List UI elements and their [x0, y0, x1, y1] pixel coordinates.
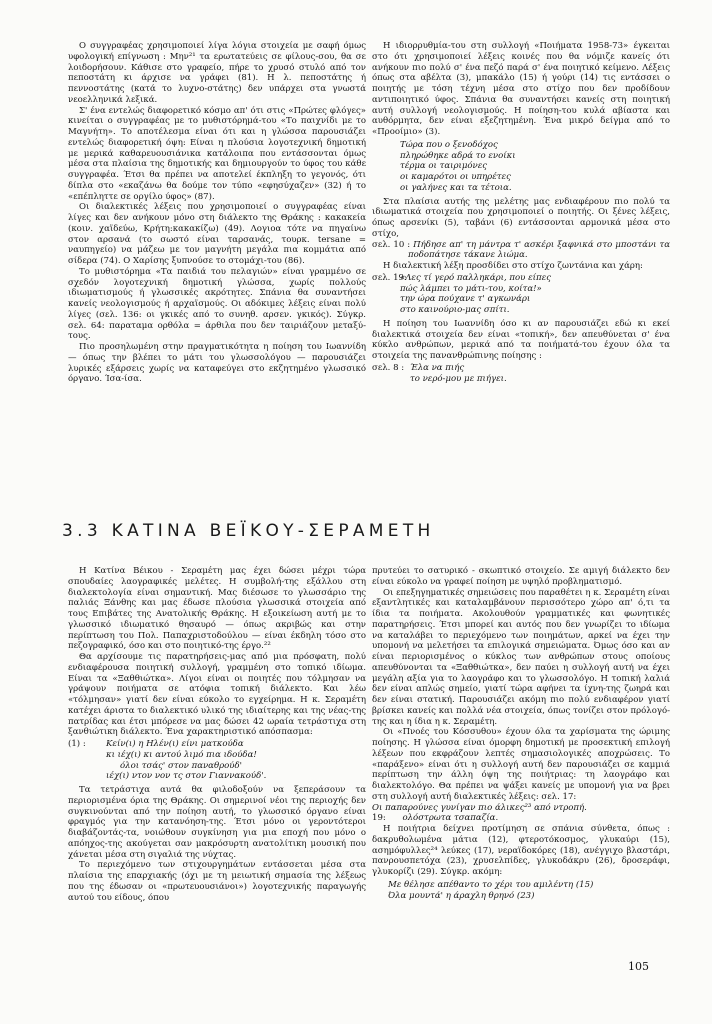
verse-line: Όλα μουντά' η άραχλη θρηνό (23) — [388, 890, 535, 901]
verse-excerpt — [68, 739, 366, 782]
paragraph: Οι «Πνοές του Κόσσυθου» έχουν όλα τα χαρίσματα της ώριμης ποίησης. Η γλώσσα είναι όμορφη δημοτική με προσεκτική επιλογή λέξεων που εκφράζουν λεπτές σημασιολογικές αποχρώσεις. Το «παράξενο» είναι ότι η συλλογή αυτή δεν παρουσιάζει σε καμμιά περίπτωση την άλλη όψη της ποιήτριας: τη λαογράφο και διαλεκτολόγο. Θα πρέπει να ψάξει κανείς με υπομονή για να βρει στη συλλογή αυτή διαλεκτικές λέξεις: σελ. 17: — [372, 727, 670, 802]
paragraph: Η ποιήτρια δείχνει προτίμηση σε σπάνια σύνθετα, όπως : δακρυθολωμένα μάτια (12), φτεροτόκοσμος, γλυκαύρι (15), ασημόφυλλες²⁴ λεύκες (17), νεραϊδοκόρες (18), ανέγγιχο βλαστάρι, πανρουσπετόχα (23), χρυσελπίδες, γλυκοδάκρυ (26), δροσεράφι, γλυκορίζι (29). Σύγκρ. ακόμη: — [372, 824, 670, 877]
column-top-right — [372, 41, 670, 387]
section-number: 3.3 — [62, 521, 102, 541]
page-reference — [372, 363, 670, 385]
reference-label: σελ. 8 : — [372, 362, 405, 373]
verse-line: το νερό-μου με πιήγει. — [410, 373, 507, 384]
reference-label: 19: — [372, 813, 386, 824]
verse-line: ιέχ(ι) ντον νον τς στον Γιαννακούδ'. — [106, 771, 267, 782]
verse-line: οι γαλήνες και τα τέτοια. — [400, 182, 512, 193]
paragraph: Οι επεξηγηματικές σημειώσεις που παραθέτει η κ. Σεραμέτη είναι εξαντλητικές και καταλαμβάνουν περισσότερο χώρο απ' ό,τι τα ίδια τα ποιήματα. Ακολουθούν γραμματικές και φωνητικές παρατηρήσεις. Έτσι μπορεί και αυτός που δεν γνωρίζει το ιδίωμα να καταλάβει το περιεχόμενο των ποιημάτων, αρκεί να έχει την υπομονή να μελετήσει τα επιλογικά σημειώματα. Όμως όσο και αν είναι περιορισμένος ο κύκλος των ανθρώπων στους οποίους απευθύνονται τα «Ξαθθιώτκα», δεν παύει η συλλογή αυτή να έχει μεγάλη αξία για το λαογράφο και το γλωσσολόγο. Η τοπική λαλιά δεν είναι απλώς σημείο, γιατί τώρα αφήνει τα ίχνη-της ζωηρά και δεν είναι στατική. Παρουσιάζει ακόμη πιο πολύ ενδιαφέρον γιατί βρίσκει κανείς και πολλά νέα στοιχεία, όπως τονίζει στον πρόλογό-της και η ίδια η κ. Σεραμέτη. — [372, 587, 670, 727]
paragraph: Το περιεχόμενο των στιχουργημάτων εντάσσεται μέσα στα πλαίσια της επαρχιακής (όχι με τη μειωτική σημασία της λέξεως που της έδωσαν οι «πρωτευουσιάνοι») λογοτεχνικής παραγωγής αυτού του είδους, όπου — [68, 860, 366, 903]
verse-line: πώς λάμπει το μάτι-του, κοίτα!» — [400, 283, 542, 294]
section-heading — [62, 521, 435, 541]
verse-line: πληρώθηκε αδρά το ενοίκι — [400, 150, 516, 161]
paragraph: Οι διαλεκτικές λέξεις που χρησιμοποιεί ο συγγραφέας είναι λίγες και δεν ανήκουν μόνο στη διάλεκτο της Θράκης : κακακεία (κοιν. χαϊδεύω, Κρήτη:κακακίζω) (49). Λογιοα τότε να πηγαίνω στον αρσανά (το σωστό είναι ταρσανάς, τουρκ. tersane = ναυπηγείο) να μάζεω με τον μαγνήτη μεγάλα πια κομμάτια από σίδερα (74). Ο Χαρίσης ξυπνούσε το στομάχι-του (86). — [68, 202, 366, 266]
poem-excerpt — [410, 363, 670, 385]
poem-excerpt — [106, 739, 366, 782]
column-bottom-right — [372, 566, 670, 904]
verse-line: τέρμα οι ταιριμόνες — [400, 161, 488, 172]
verse-line: Κείν(ι) η Ηλέν(ι) είνι ματκούδα — [106, 739, 244, 749]
reference-text: ολόστρωτα τσαπαζία. — [402, 813, 499, 824]
paragraph: Η διαλεκτική λέξη προσδίδει στο στίχο ζωντάνια και χάρη: — [383, 261, 643, 271]
paragraph: Ο συγγραφέας χρησιμοποιεί λίγα λόγια στοιχεία με σαφή όμως υφολογική επίγνωση : Μην²¹ τα ερωτατεύεις σε φίλους-σου, θα σε λοιδορήσουν. Κάθισε στο γραφείο, πήρε το χρυσό στυλό από τον πεποστάτη κι άρχισε να γράφει (81). Η λ. πεποστάτης ή πεννοστάτης (κατά το λυχνο-στάτης) δεν υπάρχει στα γνωστά νεοελληνικά λεξικά. — [68, 41, 366, 105]
poem-excerpt — [388, 880, 670, 902]
verse-line: «Λες τί γερό παλληκάρι, που είπες — [400, 272, 552, 283]
paragraph: Τα τετράστιχα αυτά θα φιλοδοξούν να ξεπεράσουν τα περιορισμένα όρια της Θράκης. Οι σημερινοί νέοι της περιοχής δεν συγκινούνται από την ποίηση αυτή, το γλωσσικό όργανο είναι φραγμός για την κατανόηση-της. Έτσι μόνο οι γεροντότεροι διαβάζοντάς-τα, νοιώθουν συγκίνηση για μια εποχή που μόνο ο απόηχος-της ακούγεται σαν μακρόσυρτη ανατολίτικη μουσική που χάνεται μέσα στη σιγαλιά της νύχτας. — [68, 785, 366, 860]
paragraph: Η Κατίνα Βέικου - Σεραμέτη μας έχει δώσει μέχρι τώρα σπουδαίες λαογραφικές μελέτες. Η συμβολή-της εξάλλου στη διαλεκτολογία είναι σημαντική. Μας διέσωσε το γλωσσάριο της παλιάς Ξάνθης και μας έδωσε πλούσια γλωσσικά στοιχεία από τους Επιβάτες της Ανατολικής Θράκης. Η εξοικείωση αυτή με το γλωσσικό ιδιωματικό θησαυρό — όπως ακριβώς και στην περίπτωση του Πολ. Παπαχριστοδούλου — είναι έκδηλη τόσο στο πεζογραφικό, όσο και στο ποιητικό-της έργο.²² — [68, 566, 366, 652]
page-number: 105 — [628, 960, 649, 973]
verse-line: όλοι τσάς' στον παναθρούδ' — [120, 760, 242, 771]
verse-line: κι ιέχ(ι) κι αντού λιμό πια ιδούδα! — [106, 749, 257, 760]
column-top-left — [68, 41, 366, 385]
poem-excerpt — [400, 140, 670, 194]
paragraph: πρυτεύει το σατυρικό - σκωπτικό στοιχείο. Σε αμιγή διάλεκτο δεν είναι εύκολο να γραφεί ποίηση με υψηλό προβληματισμό. — [372, 566, 670, 587]
paragraph: Θα αρχίσουμε τις παρατηρήσεις-μας από μια πρόσφατη, πολύ ενδιαφέρουσα ποιητική συλλογή, γραμμένη στο τοπικό ιδίωμα. Είναι τα «Ξαθθιώτκα». Λίγοι είναι οι ποιητές που τόλμησαν να γράψουν ποιήματα σε ατόφια τοπική διάλεκτο. Και λέω «τόλμησαν» γιατί δεν είναι εύκολο το εγχείρημα. Η κ. Σεραμέτη κατέχει άριστα το διαλεκτικό υλικό της ιδιαίτερης και της νέας-της πατρίδας και έτσι μπόρεσε να μας δώσει 42 ωραία τετράστιχα στη ξανθιώτικη διάλεκτο. Ένα χαρακτηριστικό απόσπασμα: — [68, 652, 366, 738]
poem-excerpt — [400, 273, 670, 316]
verse-line: την ώρα πούχανε τ' αγκωνάρι — [400, 294, 531, 305]
paragraph: Σ' ένα εντελώς διαφορετικό κόσμο απ' ότι στις «Πρώτες φλόγες» κινείται ο συγγραφέας με το μυθιστόρημά-του «Το παιχνίδι με το Μαγνήτη». Το αποτέλεσμα είναι ότι και η γλώσσα παρουσιάζει εντελώς διαφορετική όψη: Είναι η πλούσια λογοτεχνική δημοτική με μερικά καθαρευουσιάνικα κατάλοιπα που εντάσσονται όμως μέσα στα πλαίσια της δημοτικής και δημιουργούν το ύφος του κάθε συγγραφέα. Έτσι θα πρέπει να αποτελεί έκπληξη το γεγονός, ότι δίπλα στο «εκαζάνω θα δούμε τον τύπο «εφησύχαζεν» (32) ή το «επέπληττε σε οργίλο ύφος» (87). — [68, 105, 366, 202]
paragraph: Στα πλαίσια αυτής της μελέτης μας ενδιαφέρουν πιο πολύ τα ιδιωματικά στοιχεία που χρησιμοποιεί ο ποιητής. Οι ξένες λέξεις, όπως αρσενίκι (5), ταβάνι (6) εντάσσονται αρμονικά μέσα στο στίχο, — [372, 196, 670, 239]
section-title-text: ΚΑΤΙΝΑ ΒΕΪΚΟΥ-ΣΕΡΑΜΕΤΗ — [111, 521, 435, 541]
paragraph: Το μυθιστόρημα «Τα παιδιά του πελαγιών» είναι γραμμένο σε σχεδόν λογοτεχνική δημοτική γλώσσα, χωρίς πολλούς ιδιωματισμούς ή γλωσσικές ακρότητες. Σπάνια θα συναντήσει κανείς νεολογισμούς ή αρχαϊσμούς. Οι αδόκιμες λέξεις είναι πολύ λίγες (σελ. 136: οι γκικές από το συνηθ. αρσεν. γκικός). Σύγκρ. σελ. 64: παραταμα ορθόλα = άρθιλα που δεν ταιριάζουν μεταξύ-τους. — [68, 266, 366, 342]
paragraph: Η ποίηση του Ιωαννίδη όσο κι αν παρουσιάζει εδώ κι εκεί διαλεκτικά στοιχεία δεν είναι «τοπική», δεν απευθύνεται σ' ένα κύκλο ανθρώπων, μερικά από τα ποιήματά-του έχουν όλα τα στοιχεία της πανανθρώπινης ποίησης : — [372, 318, 670, 361]
reference-label: σελ. 10 : — [372, 239, 411, 250]
quoted-line: Οι παπαρούνες γυνίγαν πιο άλικες²³ από ντροπή. — [372, 802, 587, 813]
page-reference — [372, 813, 670, 824]
verse-label: (1) : — [68, 739, 86, 749]
column-bottom-left — [68, 566, 366, 903]
paragraph: Η ιδιορρυθμία-του στη συλλογή «Ποιήματα 1958-73» έγκειται στο ότι χρησιμοποιεί λέξεις κοινές που θα νόμιζε κανείς ότι ανήκουν πιο πολύ σ' ένα πεζό παρά σ' ένα ποιητικό κείμενο. Λέξεις όπως στα αβέλτα (3), μπακάλο (15) ή γούρι (14) τις εντάσσει ο ποιητής με τόση τέχνη μέσα στο στίχο που δεν προδίδουν αντιποιητικό ύφος. Σπάνια θα συναντήσει κανείς στη ποιητική αυτή συλλογή νεολογισμούς. Η ποίηση-του κυλά αβίαστα και αυθόρμητα, δεν είναι εξεζητημένη. Ένα μικρό δείγμα από το «Προοίμιο» (3). — [372, 41, 670, 137]
reference-text: Πήδησε απ' τη μάντρα τ' ασκέρι ξαφνικά στο μποστάνι τα ποδοπάτησε τάκανε λιώμα. — [408, 239, 670, 261]
verse-line: οι καμαρότοι οι υπηρέτες — [400, 172, 511, 182]
verse-line: Τώρα που ο ξενοδόχος — [400, 139, 498, 150]
verse-line: στο καινούριο-μας σπίτι. — [400, 305, 510, 315]
verse-line: Με θέλησε απέθαντο το χέρι του αμιλέντη (15) — [388, 879, 594, 890]
verse-line: Έλα να πιής — [410, 362, 465, 373]
page-reference — [372, 240, 670, 262]
paragraph: Πιο προσηλωμένη στην πραγματικότητα η ποίηση του Ιωαννίδη — όπως την βλέπει το μάτι του γλωσσολόγου — παρουσιάζει λυρικές εξάρσεις χωρίς να καταφεύγει στο εκζητημένο γλωσσικό όργανο. Ίσα-ίσα. — [68, 342, 366, 385]
page-reference — [372, 273, 670, 316]
reference-label: σελ. 19: — [372, 272, 407, 283]
